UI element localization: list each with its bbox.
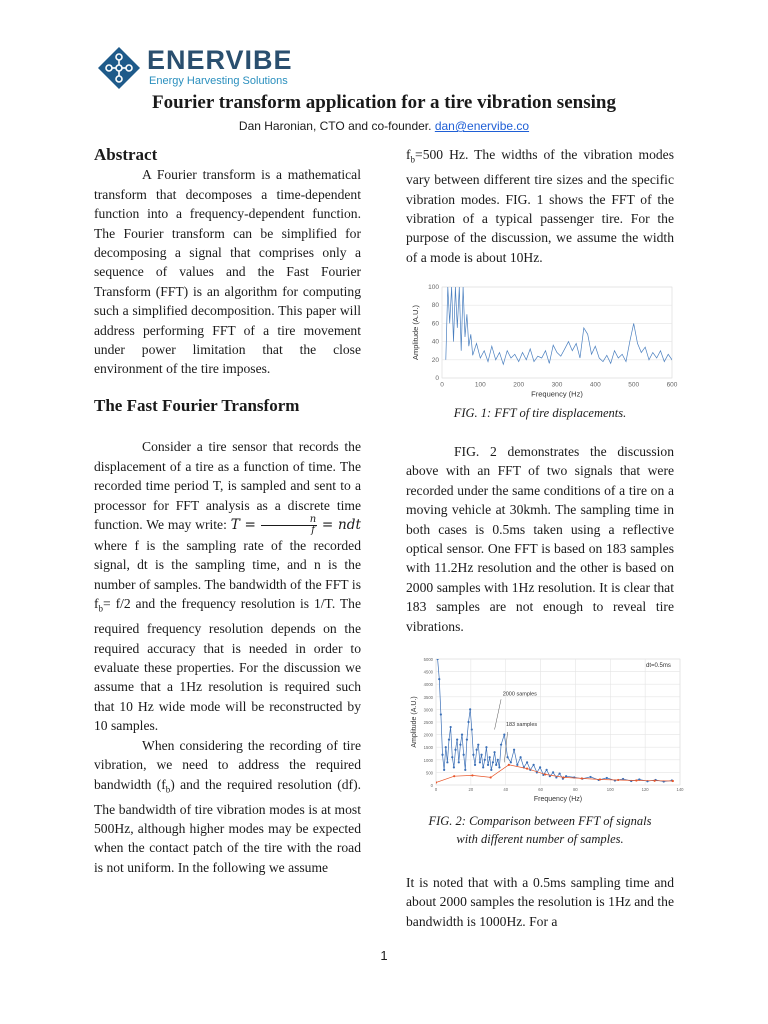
data-point (472, 754, 474, 756)
paper-title: Fourier transform application for a tire vibration sensing (152, 92, 616, 113)
abstract-text: A Fourier transform is a mathematical transform that decomposes a time-dependent function into a frequency-dependent function. The Fourier transform can be simplified for decomposing a signal that comprises only a sequence of values and the Fast Fourier Transform (FFT) is an algorithm for computing such a simplified decomposition. This paper will address performing FFT of a tire movement under power limitation that the close environment of the tire imposes. (94, 167, 361, 377)
x-tick-label: 80 (573, 787, 578, 793)
data-point (450, 726, 452, 728)
data-point (448, 739, 450, 741)
author-name: Dan Haronian, CTO and co-founder. (238, 119, 432, 133)
data-point (500, 744, 502, 746)
data-point (485, 746, 487, 748)
data-point (440, 713, 442, 715)
x-tick-label: 120 (641, 787, 649, 793)
data-point (589, 776, 591, 778)
data-point (467, 721, 469, 723)
section-heading-fft: The Fast Fourier Transform (94, 395, 300, 415)
y-tick-label: 40 (431, 338, 439, 346)
right-column-top (406, 145, 674, 267)
y-axis-label: Amplitude (A.U.) (411, 696, 418, 748)
x-tick-label: 600 (666, 381, 678, 389)
data-point (516, 764, 518, 766)
data-point (581, 777, 583, 779)
y-tick-label: 100 (428, 284, 439, 291)
legend-label-183-samples: 183 samples (505, 721, 538, 728)
data-point (458, 761, 460, 763)
y-tick-label: 80 (431, 302, 439, 310)
data-point (513, 749, 515, 751)
plot-area (442, 287, 672, 378)
x-tick-label: 20 (468, 787, 474, 793)
y-tick-label: 4500 (423, 669, 433, 675)
right-column-middle (406, 442, 674, 636)
data-point (497, 759, 499, 761)
legend-label-2000-samples: 2000 samples (502, 691, 537, 698)
data-point (559, 773, 561, 775)
data-point (503, 734, 505, 736)
data-point (599, 778, 601, 780)
data-point (456, 739, 458, 741)
right-paragraph-1: $f_b=500$ Hz. The widths of the vibration modes vary between different tire sizes and the specific vibration modes. FIG. 1 shows the FFT of the vibration of a typical passenger tire. For the purpose of the discussion, we assume the width of a mode is about 10Hz. (406, 147, 674, 265)
data-point (482, 766, 484, 768)
section1-paragraph-1: Consider a tire sensor that records the displacement of a tire as a function of time. The recorded time period T, is sampled and sent to a processor for FFT analysis as a discrete time function. We may write: T = $\frac{n}{f}$ = ndt where f is the sampling rate of the recorded signal, dt is the sampling time, and n is the number of samples. The bandwidth of the FFT is $f_b= f/2$ and the frequency resolution is 1/T. The required frequency resolution depends on the required accuracy that is needed in order to evaluate these properties. For the discussion we assume that a 1Hz resolution is required such that 10 Hz wide mode will be reconstructed by 10 samples. (94, 439, 361, 734)
data-point (441, 754, 443, 756)
data-point (471, 728, 473, 730)
data-point (453, 775, 455, 777)
left-column (94, 145, 361, 877)
data-point (498, 766, 500, 768)
data-point (526, 768, 528, 770)
data-point (562, 776, 564, 778)
data-point (446, 761, 448, 763)
data-point (479, 761, 481, 763)
data-point (490, 769, 492, 771)
x-axis-label: Frequency (Hz) (531, 389, 583, 399)
data-point (461, 734, 463, 736)
data-point (510, 761, 512, 763)
data-point (539, 766, 541, 768)
data-point (438, 678, 440, 680)
right-paragraph-3: It is noted that with a 0.5ms sampling time and about 2000 samples the resolution is 1Hz and the bandwidth is 1000Hz. For a (406, 875, 674, 929)
x-tick-label: 200 (513, 381, 525, 389)
section1-paragraph-2: When considering the recording of tire vibration, we need to address the required bandwidth $(f_b)$ and the required resolution (df). The bandwidth of tire vibration modes is at most 500Hz, although higher modes may be expected when the contact patch of the tire with the road is not uniform. In the following we assume (94, 737, 362, 875)
data-point (459, 744, 461, 746)
y-tick-label: 0 (435, 375, 439, 382)
data-point (466, 739, 468, 741)
data-point (451, 756, 453, 758)
equation: T = $\frac{n}{f}$ = ndt (230, 513, 361, 536)
y-tick-label: 1000 (423, 757, 433, 763)
data-point (493, 751, 495, 753)
data-point (526, 761, 528, 763)
x-tick-label: 400 (589, 381, 601, 389)
author-email-link[interactable]: dan@enervibe.co (434, 119, 530, 133)
author-line (0, 119, 768, 133)
data-point (454, 749, 456, 751)
x-tick-label: 60 (538, 787, 543, 793)
page-number: 1 (380, 948, 388, 963)
y-tick-label: 3000 (423, 707, 433, 713)
data-point (437, 658, 439, 660)
data-point (453, 766, 455, 768)
x-tick-label: 300 (551, 381, 563, 389)
data-point (546, 769, 548, 771)
data-point (495, 764, 497, 766)
figure-1-chart (406, 283, 678, 401)
data-point (606, 777, 608, 779)
figure-2-chart (408, 655, 684, 810)
data-point (445, 746, 447, 748)
x-tick-label: 0 (440, 381, 444, 389)
y-tick-label: 60 (431, 320, 439, 328)
data-point (490, 776, 492, 778)
y-tick-label: 3500 (423, 694, 433, 700)
dt-annotation: dt=0.5ms (646, 663, 671, 669)
x-tick-label: 100 (474, 381, 486, 389)
y-tick-label: 4000 (423, 682, 433, 688)
data-point (544, 773, 546, 775)
data-point (508, 764, 510, 766)
data-point (672, 780, 674, 782)
right-column-bottom (406, 873, 674, 931)
figure-1-caption: FIG. 1: FFT of tire displacements. (453, 406, 627, 420)
data-point (565, 775, 567, 777)
x-tick-label: 0 (434, 787, 438, 793)
x-tick-label: 500 (628, 381, 640, 389)
data-point (463, 754, 465, 756)
right-paragraph-2: FIG. 2 demonstrates the discussion above with an FFT of two signals that were recorded under the same conditions of a tire on a moving vehicle at 30kmh. The sampling time in both cases is 0.5ms taken using a reflective optical sensor. One FFT is based on 183 samples with 11.2Hz resolution and the other is based on 2000 samples with 1Hz resolution. It is clear that 183 samples are not enough to reveal tire vibrations. (406, 444, 674, 634)
data-point (533, 764, 535, 766)
x-tick-label: 40 (503, 787, 509, 793)
data-point (469, 708, 471, 710)
data-point (484, 759, 486, 761)
data-point (480, 754, 482, 756)
brand-tagline: Energy Harvesting Solutions (149, 75, 288, 87)
y-axis-label: Amplitude (A.U.) (411, 304, 420, 361)
data-point (443, 769, 445, 771)
data-point (471, 774, 473, 776)
data-point (654, 780, 656, 782)
data-point (622, 778, 624, 780)
data-point (489, 756, 491, 758)
data-point (474, 764, 476, 766)
data-point (492, 761, 494, 763)
data-point (635, 779, 637, 781)
data-point (476, 749, 478, 751)
y-tick-label: 500 (426, 770, 433, 776)
x-tick-label: 100 (606, 787, 614, 793)
data-point (617, 779, 619, 781)
y-tick-label: 2000 (423, 732, 433, 738)
abstract-heading: Abstract (94, 145, 158, 164)
brand-name: ENERVIBE (147, 45, 293, 75)
y-tick-label: 1500 (423, 745, 433, 751)
data-point (519, 756, 521, 758)
data-point (464, 769, 466, 771)
data-point (552, 771, 554, 773)
data-point (506, 756, 508, 758)
x-axis-label: Frequency (Hz) (533, 796, 583, 804)
logo-mark-icon (95, 45, 143, 91)
y-tick-label: 2500 (423, 720, 433, 725)
y-tick-label: 5000 (423, 657, 433, 662)
enervibe-logo (95, 45, 295, 91)
y-tick-label: 0 (430, 783, 433, 788)
y-tick-label: 20 (431, 356, 439, 364)
x-tick-label: 140 (676, 787, 684, 793)
data-point (435, 781, 437, 783)
data-point (487, 764, 489, 766)
data-point (477, 744, 479, 746)
figure-2-caption: FIG. 2: Comparison between FFT of signals with different number of samples. (428, 814, 652, 846)
